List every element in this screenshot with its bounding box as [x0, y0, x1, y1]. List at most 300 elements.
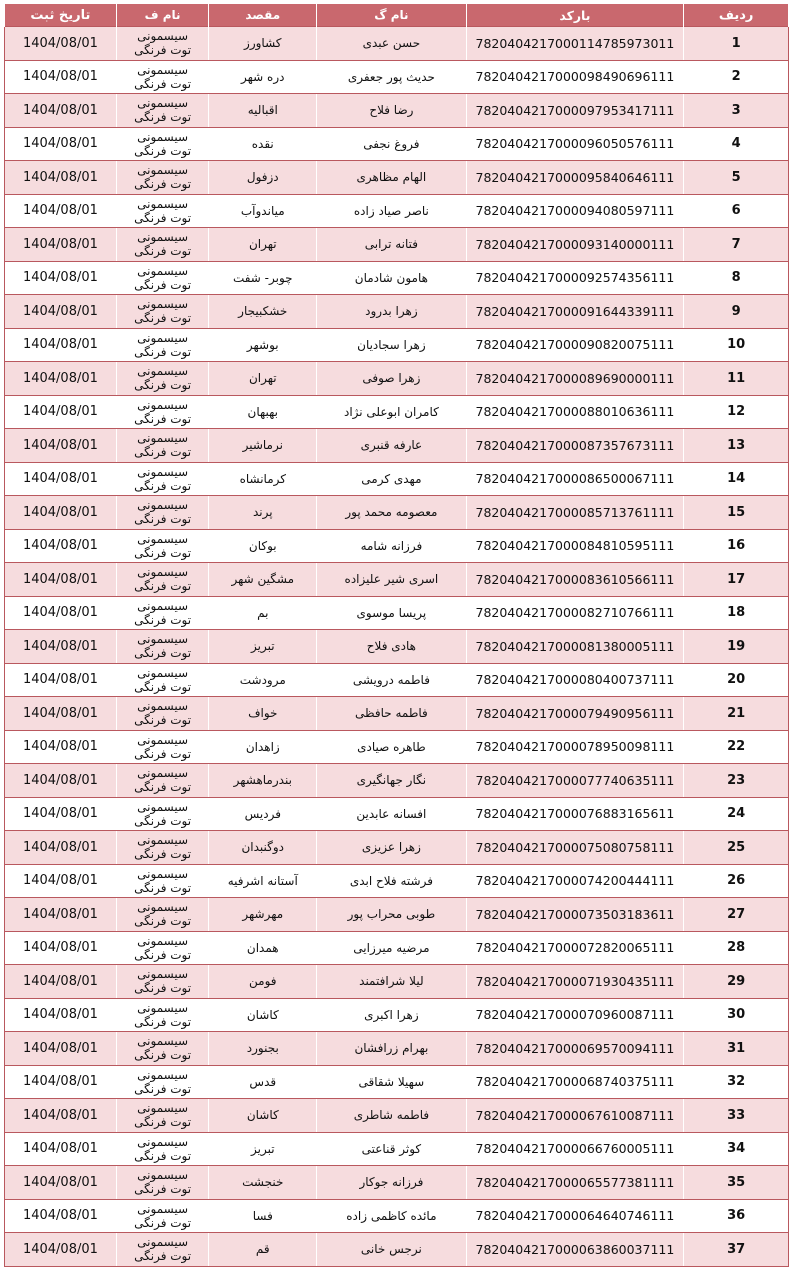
product-line-2: توت فرنگی	[134, 1048, 192, 1063]
table-row	[5, 998, 789, 1032]
product-line-1: سیسمونی	[137, 565, 189, 580]
product-line-2: توت فرنگی	[134, 445, 192, 460]
cell-date: 1404/08/01	[5, 596, 117, 630]
table-row	[5, 764, 789, 798]
product-line-2: توت فرنگی	[134, 277, 192, 292]
cell-date: 1404/08/01	[5, 931, 117, 965]
cell-destination: فومن	[209, 965, 317, 999]
cell-row-number: 34	[684, 1132, 789, 1166]
cell-row-number: 15	[684, 496, 789, 530]
cell-barcode: 7820404217000066760005111	[466, 1132, 684, 1166]
product-line-1: سیسمونی	[137, 397, 189, 412]
cell-row-number: 12	[684, 395, 789, 429]
product-line-1: سیسمونی	[137, 1067, 189, 1082]
cell-row-number: 2	[684, 60, 789, 94]
cell-destination: اقبالیه	[209, 94, 317, 128]
cell-name: الهام مظاهری	[317, 161, 466, 195]
cell-row-number: 3	[684, 94, 789, 128]
cell-destination: پرند	[209, 496, 317, 530]
cell-name: طاهره صیادی	[317, 730, 466, 764]
table-row	[5, 563, 789, 597]
cell-name: بهرام زرافشان	[317, 1032, 466, 1066]
cell-product	[116, 228, 209, 262]
cell-date: 1404/08/01	[5, 864, 117, 898]
cell-row-number: 35	[684, 1166, 789, 1200]
cell-barcode: 7820404217000093140000111	[466, 228, 684, 262]
table-row	[5, 261, 789, 295]
cell-row-number: 31	[684, 1032, 789, 1066]
cell-barcode: 7820404217000073503183611	[466, 898, 684, 932]
product-line-2: توت فرنگی	[134, 311, 192, 326]
product-line-2: توت فرنگی	[134, 43, 192, 58]
product-line-1: سیسمونی	[137, 330, 189, 345]
cell-row-number: 18	[684, 596, 789, 630]
cell-date: 1404/08/01	[5, 1199, 117, 1233]
product-line-1: سیسمونی	[137, 62, 189, 77]
cell-barcode: 7820404217000091644339111	[466, 295, 684, 329]
cell-destination: تهران	[209, 362, 317, 396]
cell-barcode: 7820404217000082710766111	[466, 596, 684, 630]
product-line-1: سیسمونی	[137, 1000, 189, 1015]
cell-product	[116, 563, 209, 597]
cell-barcode: 7820404217000098490696111	[466, 60, 684, 94]
cell-barcode: 7820404217000085713761111	[466, 496, 684, 530]
cell-date: 1404/08/01	[5, 697, 117, 731]
cell-product	[116, 931, 209, 965]
cell-row-number: 11	[684, 362, 789, 396]
cell-name: زهرا عزیزی	[317, 831, 466, 865]
table-row	[5, 1233, 789, 1267]
product-line-2: توت فرنگی	[134, 612, 192, 627]
cell-date: 1404/08/01	[5, 1099, 117, 1133]
table-row	[5, 965, 789, 999]
shipment-table-container	[4, 4, 789, 1267]
cell-destination: آستانه اشرفیه	[209, 864, 317, 898]
cell-row-number: 25	[684, 831, 789, 865]
cell-date: 1404/08/01	[5, 797, 117, 831]
table-row	[5, 630, 789, 664]
cell-date: 1404/08/01	[5, 94, 117, 128]
header-destination: مقصد	[209, 4, 317, 27]
product-line-1: سیسمونی	[137, 598, 189, 613]
cell-destination: دوگنبدان	[209, 831, 317, 865]
cell-product	[116, 965, 209, 999]
cell-destination: مهرشهر	[209, 898, 317, 932]
product-line-1: سیسمونی	[137, 129, 189, 144]
cell-row-number: 26	[684, 864, 789, 898]
cell-name: نگار جهانگیری	[317, 764, 466, 798]
product-line-1: سیسمونی	[137, 665, 189, 680]
cell-barcode: 7820404217000081380005111	[466, 630, 684, 664]
product-line-2: توت فرنگی	[134, 1249, 192, 1264]
cell-date: 1404/08/01	[5, 831, 117, 865]
table-row	[5, 730, 789, 764]
cell-product	[116, 60, 209, 94]
cell-row-number: 21	[684, 697, 789, 731]
cell-destination: کرمانشاه	[209, 462, 317, 496]
cell-name: افسانه عابدین	[317, 797, 466, 831]
cell-product	[116, 27, 209, 61]
cell-product	[116, 295, 209, 329]
cell-barcode: 7820404217000087357673111	[466, 429, 684, 463]
cell-product	[116, 697, 209, 731]
cell-date: 1404/08/01	[5, 362, 117, 396]
cell-date: 1404/08/01	[5, 663, 117, 697]
product-line-1: سیسمونی	[137, 732, 189, 747]
cell-product	[116, 864, 209, 898]
cell-destination: بهبهان	[209, 395, 317, 429]
product-line-2: توت فرنگی	[134, 780, 192, 795]
table-row	[5, 1166, 789, 1200]
product-line-2: توت فرنگی	[134, 411, 192, 426]
product-line-2: توت فرنگی	[134, 1081, 192, 1096]
cell-destination: نرماشیر	[209, 429, 317, 463]
cell-row-number: 37	[684, 1233, 789, 1267]
cell-date: 1404/08/01	[5, 1032, 117, 1066]
cell-product	[116, 1166, 209, 1200]
cell-barcode: 7820404217000067610087111	[466, 1099, 684, 1133]
table-row	[5, 864, 789, 898]
cell-product	[116, 462, 209, 496]
cell-name: عارفه قنبری	[317, 429, 466, 463]
cell-date: 1404/08/01	[5, 295, 117, 329]
cell-destination: بندرماهشهر	[209, 764, 317, 798]
product-line-2: توت فرنگی	[134, 813, 192, 828]
header-barcode: بارکد	[466, 4, 684, 27]
cell-barcode: 7820404217000077740635111	[466, 764, 684, 798]
table-row	[5, 161, 789, 195]
product-line-1: سیسمونی	[137, 364, 189, 379]
cell-destination: فسا	[209, 1199, 317, 1233]
cell-date: 1404/08/01	[5, 328, 117, 362]
table-header	[5, 4, 789, 27]
cell-date: 1404/08/01	[5, 529, 117, 563]
cell-date: 1404/08/01	[5, 563, 117, 597]
cell-product	[116, 1132, 209, 1166]
product-line-1: سیسمونی	[137, 833, 189, 848]
cell-destination: قدس	[209, 1065, 317, 1099]
table-row	[5, 831, 789, 865]
product-line-1: سیسمونی	[137, 96, 189, 111]
product-line-2: توت فرنگی	[134, 679, 192, 694]
cell-row-number: 27	[684, 898, 789, 932]
cell-barcode: 7820404217000064640746111	[466, 1199, 684, 1233]
product-line-1: سیسمونی	[137, 263, 189, 278]
cell-destination: بم	[209, 596, 317, 630]
table-row	[5, 1032, 789, 1066]
product-line-2: توت فرنگی	[134, 713, 192, 728]
cell-barcode: 7820404217000071930435111	[466, 965, 684, 999]
cell-barcode: 7820404217000089690000111	[466, 362, 684, 396]
table-body	[5, 27, 789, 1267]
cell-destination: کشاورز	[209, 27, 317, 61]
cell-name: فاطمه حافظی	[317, 697, 466, 731]
product-line-1: سیسمونی	[137, 531, 189, 546]
cell-row-number: 19	[684, 630, 789, 664]
product-line-1: سیسمونی	[137, 163, 189, 178]
product-line-2: توت فرنگی	[134, 143, 192, 158]
table-row	[5, 1099, 789, 1133]
cell-name: مهدی کرمی	[317, 462, 466, 496]
cell-name: فتانه ترابی	[317, 228, 466, 262]
cell-destination: کاشان	[209, 998, 317, 1032]
cell-barcode: 7820404217000114785973011	[466, 27, 684, 61]
table-row	[5, 529, 789, 563]
cell-date: 1404/08/01	[5, 462, 117, 496]
product-line-2: توت فرنگی	[134, 545, 192, 560]
cell-barcode: 7820404217000084810595111	[466, 529, 684, 563]
cell-product	[116, 1199, 209, 1233]
cell-row-number: 8	[684, 261, 789, 295]
cell-product	[116, 831, 209, 865]
product-line-1: سیسمونی	[137, 1034, 189, 1049]
cell-name: هامون شادمان	[317, 261, 466, 295]
product-line-2: توت فرنگی	[134, 579, 192, 594]
cell-name: فاطمه شاطری	[317, 1099, 466, 1133]
cell-date: 1404/08/01	[5, 730, 117, 764]
product-line-1: سیسمونی	[137, 967, 189, 982]
cell-barcode: 7820404217000076883165611	[466, 797, 684, 831]
cell-name: زهرا اکبری	[317, 998, 466, 1032]
cell-barcode: 7820404217000083610566111	[466, 563, 684, 597]
cell-product	[116, 194, 209, 228]
product-line-1: سیسمونی	[137, 766, 189, 781]
cell-product	[116, 797, 209, 831]
product-line-1: سیسمونی	[137, 297, 189, 312]
cell-product	[116, 429, 209, 463]
cell-date: 1404/08/01	[5, 764, 117, 798]
cell-name: فاطمه درویشی	[317, 663, 466, 697]
cell-name: فرشته فلاح ابدی	[317, 864, 466, 898]
cell-barcode: 7820404217000092574356111	[466, 261, 684, 295]
cell-name: زهرا صوفی	[317, 362, 466, 396]
product-line-2: توت فرنگی	[134, 210, 192, 225]
cell-name: فرزانه جوکار	[317, 1166, 466, 1200]
cell-destination: زاهدان	[209, 730, 317, 764]
cell-row-number: 24	[684, 797, 789, 831]
table-row	[5, 94, 789, 128]
cell-product	[116, 1233, 209, 1267]
table-row	[5, 60, 789, 94]
product-line-2: توت فرنگی	[134, 1148, 192, 1163]
product-line-2: توت فرنگی	[134, 177, 192, 192]
cell-date: 1404/08/01	[5, 261, 117, 295]
product-line-2: توت فرنگی	[134, 1182, 192, 1197]
cell-product	[116, 730, 209, 764]
cell-date: 1404/08/01	[5, 965, 117, 999]
cell-barcode: 7820404217000097953417111	[466, 94, 684, 128]
header-row	[5, 4, 789, 27]
cell-name: نرجس خانی	[317, 1233, 466, 1267]
cell-product	[116, 1032, 209, 1066]
cell-name: زهرا بدرود	[317, 295, 466, 329]
table-row	[5, 697, 789, 731]
table-row	[5, 27, 789, 61]
cell-row-number: 33	[684, 1099, 789, 1133]
product-line-2: توت فرنگی	[134, 1215, 192, 1230]
cell-destination: مرودشت	[209, 663, 317, 697]
cell-name: ناصر صیاد زاده	[317, 194, 466, 228]
cell-barcode: 7820404217000063860037111	[466, 1233, 684, 1267]
cell-name: پریسا موسوی	[317, 596, 466, 630]
product-line-2: توت فرنگی	[134, 378, 192, 393]
cell-date: 1404/08/01	[5, 630, 117, 664]
product-line-2: توت فرنگی	[134, 880, 192, 895]
cell-barcode: 7820404217000070960087111	[466, 998, 684, 1032]
cell-destination: دره شهر	[209, 60, 317, 94]
cell-destination: خنجشت	[209, 1166, 317, 1200]
cell-date: 1404/08/01	[5, 496, 117, 530]
cell-row-number: 30	[684, 998, 789, 1032]
product-line-1: سیسمونی	[137, 1201, 189, 1216]
product-line-1: سیسمونی	[137, 699, 189, 714]
cell-barcode: 7820404217000078950098111	[466, 730, 684, 764]
cell-date: 1404/08/01	[5, 998, 117, 1032]
header-row-number: ردیف	[684, 4, 789, 27]
cell-row-number: 22	[684, 730, 789, 764]
cell-barcode: 7820404217000090820075111	[466, 328, 684, 362]
cell-product	[116, 395, 209, 429]
table-row	[5, 898, 789, 932]
cell-row-number: 7	[684, 228, 789, 262]
cell-row-number: 28	[684, 931, 789, 965]
product-line-2: توت فرنگی	[134, 914, 192, 929]
cell-row-number: 32	[684, 1065, 789, 1099]
table-row	[5, 429, 789, 463]
cell-product	[116, 94, 209, 128]
product-line-1: سیسمونی	[137, 933, 189, 948]
cell-date: 1404/08/01	[5, 60, 117, 94]
cell-row-number: 36	[684, 1199, 789, 1233]
table-row	[5, 1199, 789, 1233]
table-row	[5, 496, 789, 530]
cell-date: 1404/08/01	[5, 228, 117, 262]
table-row	[5, 596, 789, 630]
cell-barcode: 7820404217000079490956111	[466, 697, 684, 731]
cell-destination: دزفول	[209, 161, 317, 195]
cell-barcode: 7820404217000065577381111	[466, 1166, 684, 1200]
cell-destination: بجنورد	[209, 1032, 317, 1066]
cell-row-number: 4	[684, 127, 789, 161]
cell-name: معصومه محمد پور	[317, 496, 466, 530]
cell-name: طوبی محراب پور	[317, 898, 466, 932]
cell-date: 1404/08/01	[5, 1166, 117, 1200]
product-line-1: سیسمونی	[137, 464, 189, 479]
cell-product	[116, 1065, 209, 1099]
cell-row-number: 20	[684, 663, 789, 697]
cell-product	[116, 1099, 209, 1133]
product-line-1: سیسمونی	[137, 1168, 189, 1183]
cell-name: کوثر قناعتی	[317, 1132, 466, 1166]
cell-product	[116, 328, 209, 362]
product-line-2: توت فرنگی	[134, 110, 192, 125]
product-line-1: سیسمونی	[137, 799, 189, 814]
cell-date: 1404/08/01	[5, 127, 117, 161]
product-line-2: توت فرنگی	[134, 847, 192, 862]
product-line-2: توت فرنگی	[134, 344, 192, 359]
cell-destination: مشگین شهر	[209, 563, 317, 597]
cell-destination: خشکبیجار	[209, 295, 317, 329]
product-line-2: توت فرنگی	[134, 746, 192, 761]
cell-barcode: 7820404217000086500067111	[466, 462, 684, 496]
cell-product	[116, 362, 209, 396]
cell-product	[116, 127, 209, 161]
cell-name: مرضیه میرزایی	[317, 931, 466, 965]
cell-name: حسن عبدی	[317, 27, 466, 61]
cell-row-number: 6	[684, 194, 789, 228]
cell-barcode: 7820404217000069570094111	[466, 1032, 684, 1066]
cell-date: 1404/08/01	[5, 1065, 117, 1099]
cell-date: 1404/08/01	[5, 194, 117, 228]
cell-destination: تهران	[209, 228, 317, 262]
product-line-1: سیسمونی	[137, 866, 189, 881]
table-row	[5, 228, 789, 262]
product-line-2: توت فرنگی	[134, 981, 192, 996]
cell-destination: چوبر- شفت	[209, 261, 317, 295]
product-line-2: توت فرنگی	[134, 1014, 192, 1029]
product-line-2: توت فرنگی	[134, 947, 192, 962]
table-row	[5, 194, 789, 228]
cell-destination: تبریز	[209, 1132, 317, 1166]
cell-name: اسری شیر علیزاده	[317, 563, 466, 597]
header-name: نام گ	[317, 4, 466, 27]
cell-name: حدیث پور جعفری	[317, 60, 466, 94]
cell-row-number: 17	[684, 563, 789, 597]
product-line-1: سیسمونی	[137, 431, 189, 446]
cell-destination: همدان	[209, 931, 317, 965]
cell-destination: تبریز	[209, 630, 317, 664]
cell-destination: خواف	[209, 697, 317, 731]
table-row	[5, 1132, 789, 1166]
product-line-1: سیسمونی	[137, 498, 189, 513]
cell-row-number: 10	[684, 328, 789, 362]
product-line-1: سیسمونی	[137, 1101, 189, 1116]
cell-product	[116, 596, 209, 630]
cell-product	[116, 161, 209, 195]
table-row	[5, 931, 789, 965]
table-row	[5, 1065, 789, 1099]
product-line-1: سیسمونی	[137, 1134, 189, 1149]
cell-name: فرزانه شامه	[317, 529, 466, 563]
cell-destination: کاشان	[209, 1099, 317, 1133]
cell-product	[116, 496, 209, 530]
product-line-1: سیسمونی	[137, 196, 189, 211]
cell-name: رضا فلاح	[317, 94, 466, 128]
table-row	[5, 797, 789, 831]
cell-product	[116, 630, 209, 664]
product-line-1: سیسمونی	[137, 1235, 189, 1250]
cell-date: 1404/08/01	[5, 27, 117, 61]
cell-barcode: 7820404217000088010636111	[466, 395, 684, 429]
cell-date: 1404/08/01	[5, 161, 117, 195]
product-line-2: توت فرنگی	[134, 646, 192, 661]
cell-name: لیلا شرافتمند	[317, 965, 466, 999]
header-date: تاریخ ثبت	[5, 4, 117, 27]
product-line-2: توت فرنگی	[134, 1115, 192, 1130]
cell-destination: بوکان	[209, 529, 317, 563]
cell-row-number: 1	[684, 27, 789, 61]
table-row	[5, 395, 789, 429]
table-row	[5, 362, 789, 396]
cell-name: مائده کاظمی زاده	[317, 1199, 466, 1233]
cell-row-number: 29	[684, 965, 789, 999]
cell-row-number: 9	[684, 295, 789, 329]
cell-product	[116, 261, 209, 295]
cell-destination: نقده	[209, 127, 317, 161]
product-line-1: سیسمونی	[137, 29, 189, 44]
cell-row-number: 5	[684, 161, 789, 195]
table-row	[5, 328, 789, 362]
